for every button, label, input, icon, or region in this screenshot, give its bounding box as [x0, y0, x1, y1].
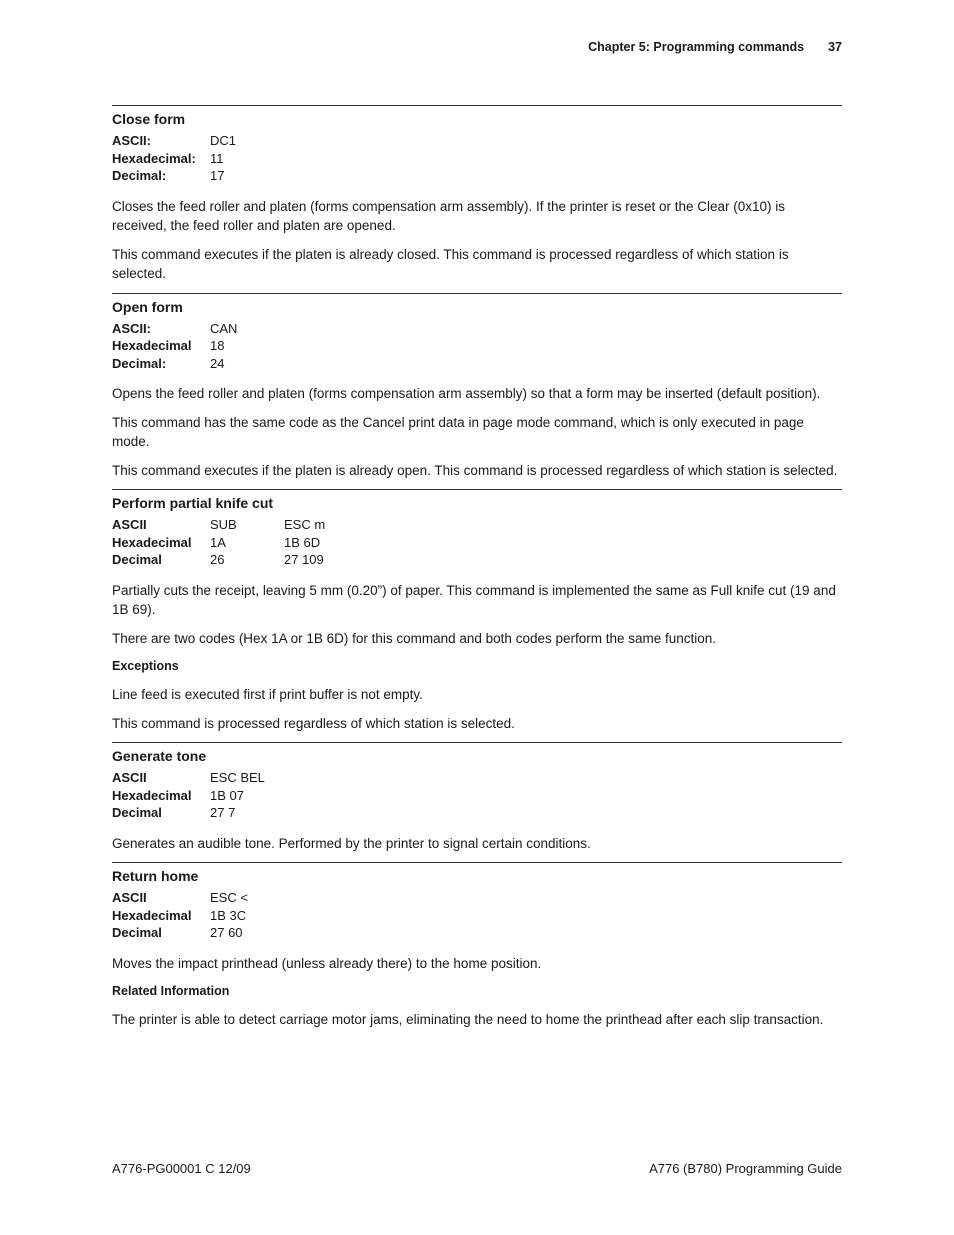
code-value: CAN	[210, 320, 238, 336]
paragraph: Line feed is executed first if print buffer is not empty.	[112, 687, 423, 702]
page-content	[112, 105, 842, 1039]
code-label: Hexadecimal:	[112, 150, 196, 166]
code-label: ASCII:	[112, 133, 151, 148]
subheading: Exceptions	[112, 659, 179, 673]
subheading: Related Information	[112, 984, 230, 998]
code-label: Hexadecimal	[112, 534, 192, 550]
section-close-form	[112, 105, 842, 284]
paragraph: Moves the impact printhead (unless already there) to the home position.	[112, 955, 542, 971]
code-value: 11	[210, 150, 224, 166]
code-value: 27 60	[210, 925, 243, 940]
code-value: ESC BEL	[210, 770, 265, 785]
code-label: ASCII	[112, 770, 147, 785]
code-table	[112, 889, 842, 942]
code-value: 27 7	[210, 805, 236, 820]
paragraph: Closes the feed roller and platen (forms compensation arm assembly). If the printer is reset or the Clear (0x10) is received, the feed roller and platen are opened.	[112, 198, 786, 233]
code-value: 24	[210, 355, 225, 371]
section-partial-knife-cut	[112, 489, 842, 733]
code-value-alt: ESC m	[284, 517, 326, 532]
code-value: 1B 3C	[210, 907, 247, 923]
document-id: A776-PG00001 C 12/09	[112, 1161, 251, 1176]
code-value: 18	[210, 338, 225, 353]
code-value: 26	[210, 552, 225, 567]
code-label: Hexadecimal	[112, 907, 192, 923]
code-value: ESC <	[210, 890, 248, 905]
section-title: Generate tone	[112, 748, 207, 764]
section-title: Return home	[112, 868, 199, 884]
paragraph: This command executes if the platen is already open. This command is processed regardless of which station is selected.	[112, 462, 838, 478]
paragraph: There are two codes (Hex 1A or 1B 6D) for this command and both codes perform the same function.	[112, 630, 717, 646]
code-label: ASCII	[112, 517, 147, 532]
page-number: 37	[828, 40, 842, 54]
code-value-alt: 27 109	[284, 552, 324, 567]
code-label: ASCII:	[112, 320, 151, 336]
code-label: ASCII	[112, 890, 147, 905]
code-label: Hexadecimal	[112, 338, 192, 353]
code-table	[112, 516, 842, 569]
code-label: Decimal:	[112, 355, 167, 371]
section-title: Perform partial knife cut	[112, 495, 274, 511]
code-label: Decimal	[112, 925, 162, 940]
section-return-home	[112, 862, 842, 1030]
paragraph: Partially cuts the receipt, leaving 5 mm (0.20”) of paper. This command is implemented the same as Full knife cut (19 and 1B 69).	[112, 582, 836, 617]
code-table	[112, 769, 842, 822]
code-label: Decimal	[112, 552, 162, 567]
code-label: Decimal:	[112, 168, 167, 183]
code-table	[112, 132, 842, 185]
paragraph: Generates an audible tone. Performed by the printer to signal certain conditions.	[112, 835, 591, 851]
code-value: SUB	[210, 517, 237, 532]
section-open-form	[112, 293, 842, 481]
code-value: DC1	[210, 133, 237, 148]
paragraph: Opens the feed roller and platen (forms compensation arm assembly) so that a form may be inserted (default position).	[112, 386, 821, 401]
code-value: 1B 07	[210, 787, 244, 803]
code-value-alt: 1B 6D	[284, 534, 321, 550]
page-header	[588, 40, 842, 54]
paragraph: This command executes if the platen is already closed. This command is processed regardless of which station is selected.	[112, 246, 789, 281]
paragraph: This command is processed regardless of which station is selected.	[112, 715, 515, 731]
page-footer	[112, 1161, 842, 1176]
section-title: Close form	[112, 111, 186, 127]
code-label: Decimal	[112, 805, 162, 820]
code-label: Hexadecimal	[112, 787, 192, 803]
code-value: 17	[210, 168, 225, 183]
chapter-title: Chapter 5: Programming commands	[588, 40, 805, 54]
section-title: Open form	[112, 298, 183, 315]
code-table	[112, 320, 842, 373]
paragraph: The printer is able to detect carriage motor jams, eliminating the need to home the printhead after each slip transaction.	[112, 1012, 824, 1027]
paragraph: This command has the same code as the Cancel print data in page mode command, which is only executed in page mode.	[112, 414, 804, 449]
section-generate-tone	[112, 742, 842, 853]
guide-title: A776 (B780) Programming Guide	[649, 1161, 842, 1176]
code-value: 1A	[210, 534, 226, 550]
